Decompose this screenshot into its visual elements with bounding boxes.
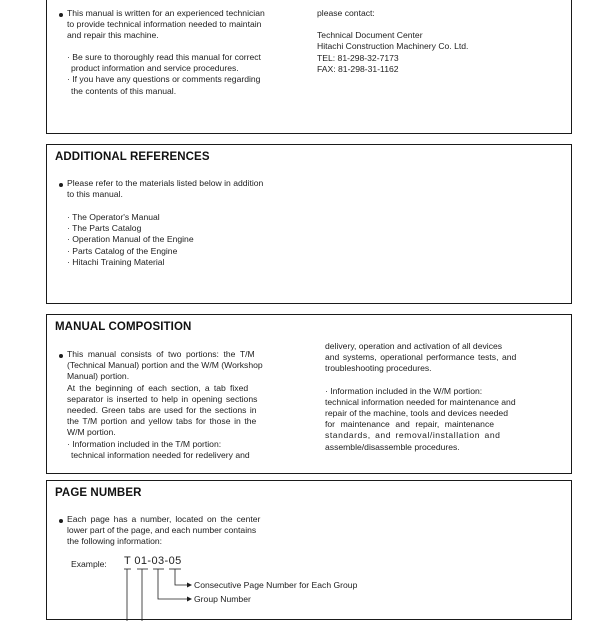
annotation-group: Group Number [194,594,251,604]
text-line: Each page has a number, located on the center [67,514,261,524]
page-number-section [46,480,572,620]
list-item: · The Parts Catalog [67,223,142,234]
text-line: · Be sure to thoroughly read this manual for correct [67,52,261,62]
annotation-page: Consecutive Page Number for Each Group [194,580,358,590]
leader-line [175,569,187,585]
text-line: technical information needed for maintenance and [325,396,516,407]
text-line: This manual is written for an experienced technician [67,8,265,18]
contact-label: please contact: [317,8,375,18]
references-paragraph [67,178,327,200]
intro-paragraph [67,8,307,42]
list-item: · The Operator's Manual [67,212,160,222]
text-line: W/M portion. [67,427,116,438]
text-line: the contents of this manual. [71,85,177,96]
example-code: T 01-03-05 [124,555,182,567]
text-line: standards, and removal/installation and [325,430,501,441]
manual-composition-section [46,314,572,474]
text-line: lower part of the page, and each number contains [67,525,257,536]
contact-line: TEL: 81-298-32-7173 [317,52,399,63]
example-label: Example: [71,559,107,569]
intro-section [46,0,572,134]
text-line: Manual) portion. [67,371,130,382]
text-line: · Information included in the T/M portion: [67,438,222,449]
text-line: to this manual. [67,189,123,200]
intro-notes [67,52,317,97]
composition-left-column [67,349,295,461]
text-line: · Information included in the W/M portion: [325,385,483,396]
text-line: · If you have any questions or comments regarding [67,74,261,85]
text-line: and systems, operational performance tests, and [325,352,517,363]
text-line: At the beginning of each section, a tab fixed [67,382,249,393]
text-line: for maintenance and repair, maintenance [325,419,495,430]
contact-line: Hitachi Construction Machinery Co. Ltd. [317,41,469,52]
page-number-diagram [47,481,573,621]
list-item: · Hitachi Training Material [67,256,165,267]
list-item: · Operation Manual of the Engine [67,234,194,245]
bullet-icon [59,354,63,358]
section-title: PAGE NUMBER [55,487,142,499]
composition-right-column [325,341,555,453]
text-line: and repair this machine. [67,30,159,41]
contact-block [317,8,547,75]
list-item: · Parts Catalog of the Engine [67,245,178,256]
text-line: troubleshooting procedures. [325,363,432,374]
text-line: technical information needed for redelivery and [71,449,250,460]
text-line: the following information: [67,536,163,547]
arrow-head [187,583,192,588]
text-line: the T/M portion and yellow tabs for those in the [67,416,257,427]
bullet-icon [59,183,63,187]
leader-line [158,569,187,599]
text-line: delivery, operation and activation of all devices [325,341,503,351]
text-line: product information and service procedures. [71,63,239,74]
additional-references-section [46,144,572,304]
text-line: This manual consists of two portions: the T/M [67,349,255,359]
contact-line: Technical Document Center [317,30,423,41]
contact-line: FAX: 81-298-31-1162 [317,63,399,74]
text-line: Please refer to the materials listed below in addition [67,178,264,188]
text-line: repair of the machine, tools and devices needed [325,408,508,419]
section-title: ADDITIONAL REFERENCES [55,151,210,163]
text-line: to provide technical information needed to maintain [67,19,262,30]
text-line: assemble/disassemble procedures. [325,441,460,452]
arrow-head [187,597,192,602]
text-line: separator is inserted to help in opening sections [67,393,258,404]
text-line: needed. Green tabs are used for the sections in [67,405,257,416]
bullet-icon [59,13,63,17]
section-title: MANUAL COMPOSITION [55,321,192,333]
text-line: (Technical Manual) portion and the W/M (Workshop [67,360,263,371]
references-list [67,212,327,268]
